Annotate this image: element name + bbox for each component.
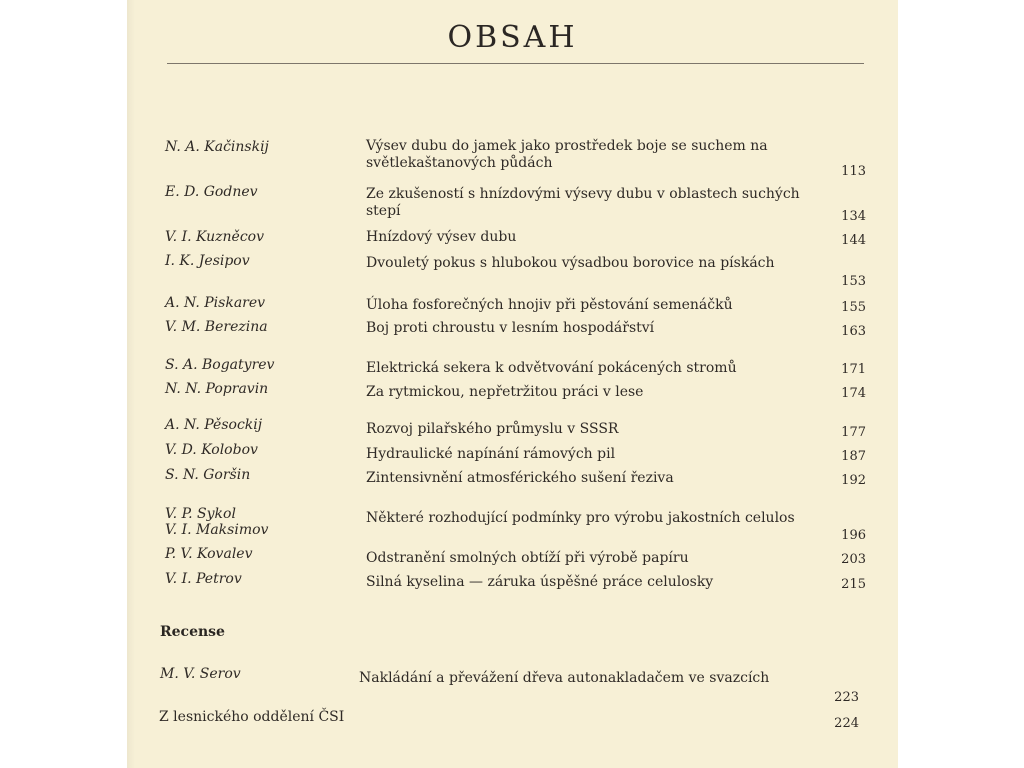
entry-title: Za rytmickou, nepřetržitou práci v lese xyxy=(366,384,644,400)
entry-title: Hydraulické napínání rámových pil xyxy=(366,446,616,462)
entry-page: 192 xyxy=(841,473,866,488)
entry-author: M. V. Serov xyxy=(160,666,241,682)
toc-page xyxy=(127,0,898,768)
entry-page: 144 xyxy=(841,233,866,248)
entry-author: V. P. Sykol xyxy=(165,506,236,522)
title-rule xyxy=(167,63,864,64)
entry-title: Odstranění smolných obtíží při výrobě papíru xyxy=(366,550,689,566)
entry-page: 196 xyxy=(841,528,866,543)
entry-page: 153 xyxy=(841,274,866,289)
entry-author: S. A. Bogatyrev xyxy=(165,357,275,373)
entry-author: V. I. Kuzněcov xyxy=(165,229,265,245)
entry-title: Nakládání a převážení dřeva autonakladačem ve svazcích xyxy=(359,670,770,686)
entry-author: A. N. Pěsockij xyxy=(165,417,263,433)
entry-author: S. N. Goršin xyxy=(165,467,251,483)
entry-author: N. N. Popravin xyxy=(165,381,269,397)
misc-line: Z lesnického oddělení ČSI xyxy=(159,709,345,725)
entry-page: 155 xyxy=(841,300,866,315)
entry-author: V. D. Kolobov xyxy=(165,442,258,458)
entry-page: 174 xyxy=(841,386,866,401)
entry-title: Elektrická sekera k odvětvování pokácených stromů xyxy=(366,360,737,376)
entry-title: Úloha fosforečných hnojiv při pěstování semenáčků xyxy=(366,297,733,313)
entry-page: 163 xyxy=(841,324,866,339)
entry-author: N. A. Kačinskij xyxy=(165,139,269,155)
entry-author: A. N. Piskarev xyxy=(165,295,266,311)
entry-title: Silná kyselina — záruka úspěšné práce celulosky xyxy=(366,574,714,590)
entry-author-second: V. I. Maksimov xyxy=(165,522,269,538)
entry-author: P. V. Kovalev xyxy=(165,546,253,562)
entry-author: V. I. Petrov xyxy=(165,571,242,587)
misc-page: 224 xyxy=(834,716,859,731)
entry-page: 223 xyxy=(834,690,859,705)
entry-title: Výsev dubu do jamek jako prostředek boje se suchem na světlekaštanových půdách xyxy=(366,138,768,171)
entry-author: E. D. Godnev xyxy=(165,184,258,200)
entry-page: 134 xyxy=(841,209,866,224)
entry-page: 203 xyxy=(841,552,866,567)
entry-author: V. M. Berezina xyxy=(165,319,268,335)
entry-title: Některé rozhodující podmínky pro výrobu jakostních celulos xyxy=(366,510,795,526)
entry-page: 171 xyxy=(841,362,866,377)
entry-page: 215 xyxy=(841,577,866,592)
entry-title: Ze zkušeností s hnízdovými výsevy dubu v oblastech suchých stepí xyxy=(366,186,800,219)
entry-title: Rozvoj pilařského průmyslu v SSSR xyxy=(366,421,619,437)
section-heading-recense: Recense xyxy=(160,624,225,640)
page-title: OBSAH xyxy=(447,20,578,55)
entry-title: Boj proti chroustu v lesním hospodářství xyxy=(366,320,655,336)
entry-page: 177 xyxy=(841,425,866,440)
entry-page: 187 xyxy=(841,449,866,464)
page-edge-shadow xyxy=(127,0,135,768)
entry-title: Zintensivnění atmosférického sušení řeziva xyxy=(366,470,674,486)
entry-title: Dvouletý pokus s hlubokou výsadbou borovice na pískách xyxy=(366,255,775,271)
entry-title: Hnízdový výsev dubu xyxy=(366,229,517,245)
entry-author: I. K. Jesipov xyxy=(165,253,250,269)
entry-page: 113 xyxy=(841,164,866,179)
